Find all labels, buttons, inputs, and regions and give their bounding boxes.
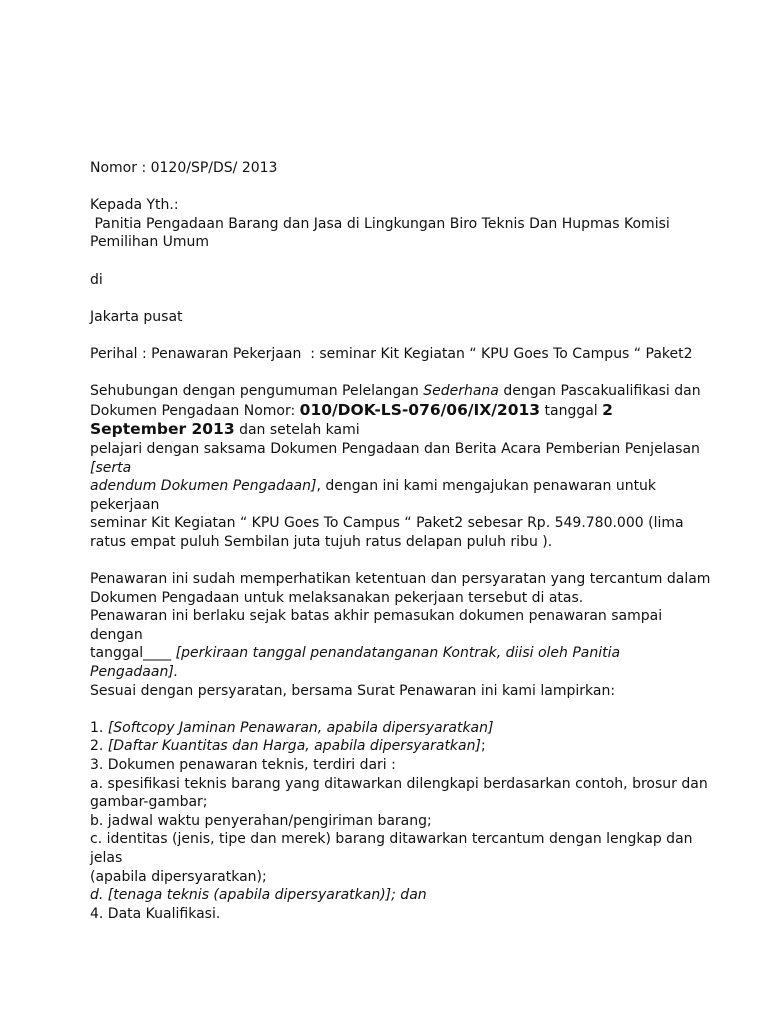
p1-text: Dokumen Pengadaan Nomor:: [90, 402, 300, 419]
p1-line-3: [90, 420, 700, 440]
p1-line-4: pelajari dengan saksama Dokumen Pengadaan dan Berita Acara Pemberian Penjelasan: [90, 440, 700, 457]
recipient-di: di: [90, 271, 103, 288]
attachment-list: [90, 719, 708, 924]
list-item-text: [Softcopy Jaminan Penawaran, apabila dipersyaratkan]: [107, 719, 494, 736]
p2-line-2: Dokumen Pengadaan untuk melaksanakan pekerjaan tersebut di atas.: [90, 589, 584, 606]
list-subitem-cont: (apabila dipersyaratkan);: [90, 868, 267, 885]
list-item: [90, 737, 700, 756]
p1-line-8: seminar Kit Kegiatan “ KPU Goes To Campus “ Paket2 sebesar Rp. 549.780.000 (lima: [90, 515, 684, 532]
p1-text: , dengan ini kami mengajukan penawaran untuk: [316, 478, 657, 495]
p1-line-2: [90, 401, 700, 421]
list-item: [90, 719, 700, 738]
list-subitem: a. spesifikasi teknis barang yang ditawarkan dilengkapi berdasarkan contoh, brosur dan: [90, 775, 708, 792]
document-date-month-year: September 2013: [90, 420, 235, 439]
p1-line-6: [90, 477, 700, 496]
p1-italic-text: adendum Dokumen Pengadaan]: [90, 478, 317, 495]
letter-body: [90, 159, 711, 923]
paragraph-2: [90, 570, 711, 700]
list-subitem: d. [tenaga teknis (apabila dipersyaratkan)]; dan: [90, 887, 427, 904]
list-subitem-cont: gambar-gambar;: [90, 794, 208, 811]
recipient-salutation: Kepada Yth.:: [90, 197, 179, 214]
p2-line-1: Penawaran ini sudah memperhatikan ketentuan dan persyaratan yang tercantum dalam: [90, 571, 711, 588]
document-date-day: 2: [602, 400, 613, 419]
p1-line-1: [90, 382, 700, 401]
letter-number: Nomor : 0120/SP/DS/ 2013: [90, 160, 278, 176]
list-item: 4. Data Kualifikasi.: [90, 905, 221, 922]
p1-text: tanggal: [540, 402, 603, 419]
paragraph-1: [90, 382, 700, 551]
list-item-text: [Daftar Kuantitas dan Harga, apabila dipersyaratkan]: [107, 738, 481, 755]
p2-line-6: Pengadaan].: [90, 664, 179, 681]
p2-line-7: Sesuai dengan persyaratan, bersama Surat Penawaran ini kami lampirkan:: [90, 682, 616, 699]
subject-line: Perihal : Penawaran Pekerjaan : seminar Kit Kegiatan “ KPU Goes To Campus “ Paket2: [90, 345, 693, 362]
p1-line-7: pekerjaan: [90, 496, 160, 513]
p1-line-9: ratus empat puluh Sembilan juta tujuh ratus delapan puluh ribu ).: [90, 533, 553, 550]
p1-text: Sehubungan dengan pengumuman Pelelangan: [90, 383, 424, 400]
p1-text: dengan Pascakualifikasi dan: [498, 383, 701, 400]
p1-text: dan setelah kami: [234, 422, 360, 439]
p2-line-3: Penawaran ini berlaku sejak batas akhir pemasukan dokumen penawaran sampai: [90, 608, 663, 625]
recipient-line-2: Pemilihan Umum: [90, 234, 210, 251]
recipient-line-1: Panitia Pengadaan Barang dan Jasa di Lingkungan Biro Teknis Dan Hupmas Komisi: [90, 215, 670, 232]
p2-line-5: [90, 644, 700, 663]
p1-line-5: [serta: [90, 459, 132, 476]
list-subitem: c. identitas (jenis, tipe dan merek) barang ditawarkan tercantum dengan lengkap dan: [90, 831, 693, 848]
list-subitem-cont: jelas: [90, 849, 123, 866]
p2-text: tanggal____: [90, 645, 176, 662]
list-item-punct: ;: [480, 738, 486, 755]
recipient-city: Jakarta pusat: [90, 308, 183, 325]
list-number: 1.: [90, 719, 108, 736]
p1-italic-text: Sederhana: [423, 383, 499, 400]
p2-italic-text: [perkiraan tanggal penandatanganan Kontrak, diisi oleh Panitia: [175, 645, 621, 662]
document-number: 010/DOK-LS-076/06/IX/2013: [299, 400, 541, 419]
p2-line-4: dengan: [90, 626, 143, 643]
list-item: 3. Dokumen penawaran teknis, terdiri dari :: [90, 757, 396, 773]
list-number: 2.: [90, 738, 108, 755]
list-subitem: b. jadwal waktu penyerahan/pengiriman barang;: [90, 812, 432, 829]
